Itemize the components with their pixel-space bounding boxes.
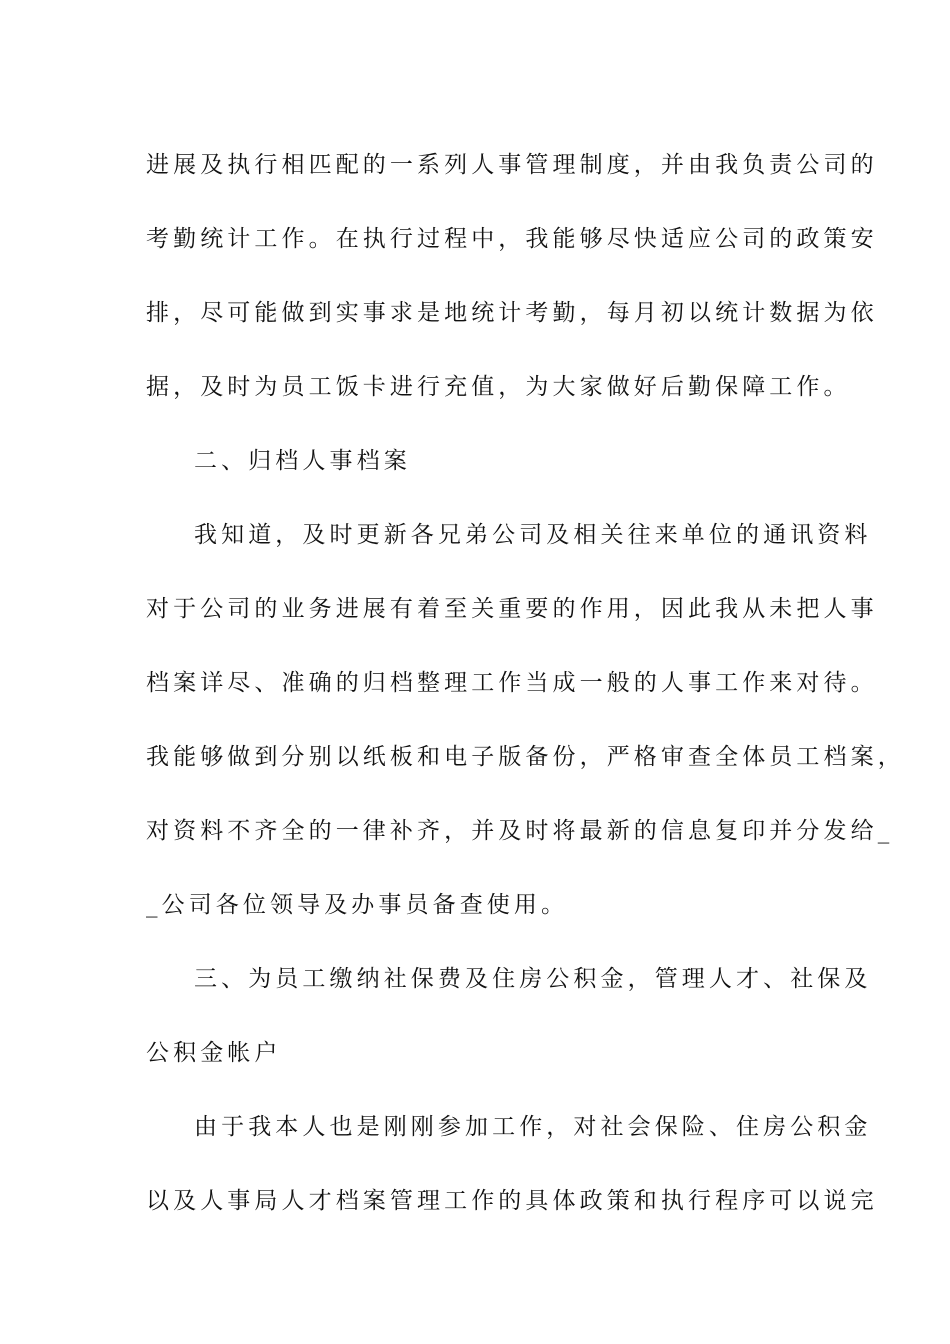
paragraph-line-4: 据，及时为员工饭卡进行充值，为大家做好后勤保障工作。 xyxy=(146,374,851,400)
paragraph-line-6: 对于公司的业务进展有着至关重要的作用，因此我从未把人事 xyxy=(146,596,878,622)
paragraph-line-1: 进展及执行相匹配的一系列人事管理制度，并由我负责公司的 xyxy=(146,152,878,178)
paragraph-line-8: 我能够做到分别以纸板和电子版备份，严格审查全体员工档案， xyxy=(146,744,905,770)
paragraph-line-10: _公司各位领导及办事员备查使用。 xyxy=(146,892,569,918)
section-heading-3-continued: 公积金帐户 xyxy=(146,1040,282,1066)
section-heading-3: 三、为员工缴纳社保费及住房公积金，管理人才、社保及 xyxy=(194,966,872,992)
document-body xyxy=(146,128,905,1238)
paragraph-line-3: 排，尽可能做到实事求是地统计考勤，每月初以统计数据为依 xyxy=(146,300,878,326)
paragraph-line-11: 由于我本人也是刚刚参加工作，对社会保险、住房公积金 xyxy=(194,1114,872,1140)
paragraph-line-9: 对资料不齐全的一律补齐，并及时将最新的信息复印并分发给_ xyxy=(146,818,894,844)
paragraph-line-7: 档案详尽、准确的归档整理工作当成一般的人事工作来对待。 xyxy=(146,670,878,696)
paragraph-line-12: 以及人事局人才档案管理工作的具体政策和执行程序可以说完 xyxy=(146,1188,878,1214)
section-heading-2: 二、归档人事档案 xyxy=(194,448,411,474)
paragraph-line-2: 考勤统计工作。在执行过程中，我能够尽快适应公司的政策安 xyxy=(146,226,878,252)
paragraph-line-5: 我知道，及时更新各兄弟公司及相关往来单位的通讯资料 xyxy=(194,522,872,548)
